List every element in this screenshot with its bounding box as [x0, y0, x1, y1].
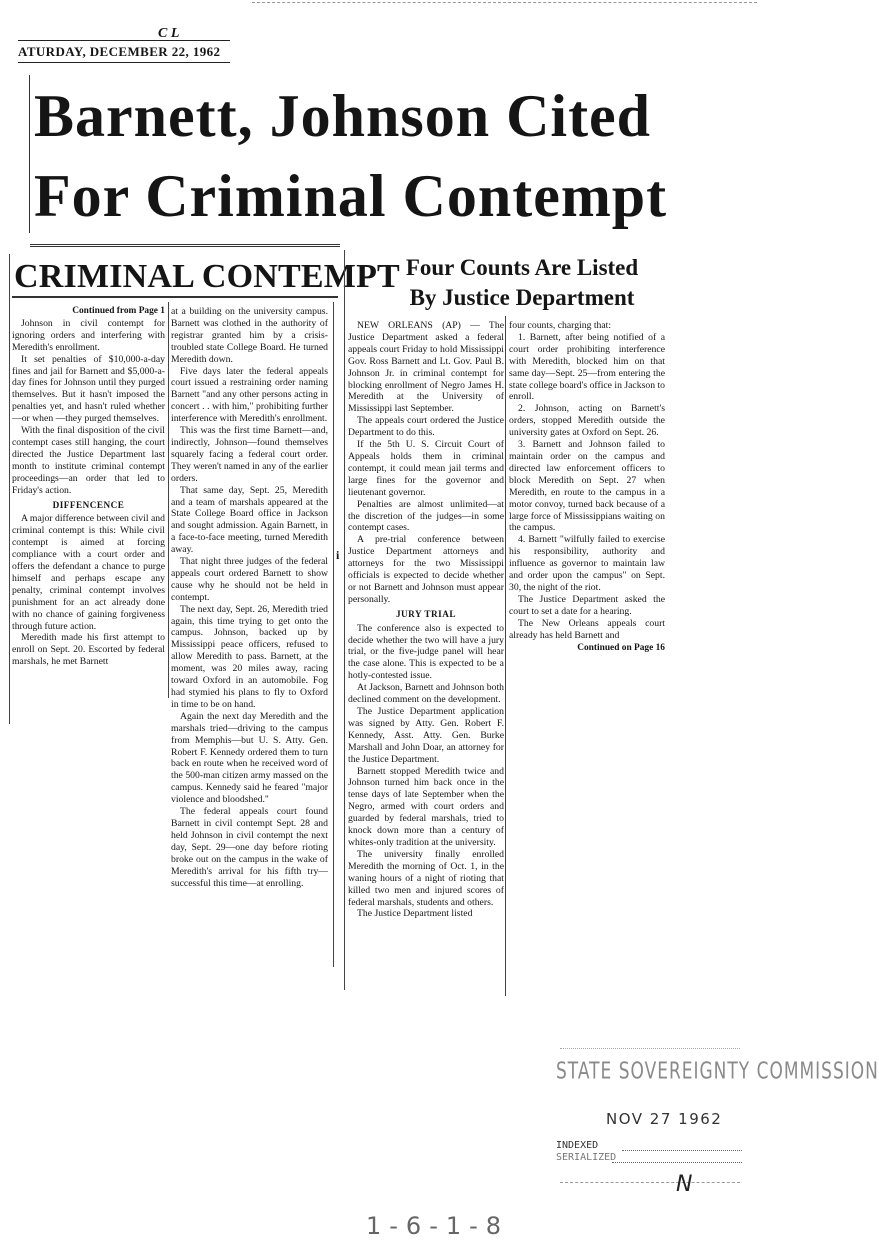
column-4-paragraph: 4. Barnett "wilfully failed to exercise his responsibility, authority and influence as governor to maintain law and order upon the campus" on Sept. 30, the night of the riot. — [509, 534, 665, 593]
column-rule-3 — [344, 250, 346, 990]
column-2-paragraph: This was the first time Barnett—and, indirectly, Johnson—found themselves squarely facing a federal court order. They weren't named in any of the earlier orders. — [171, 425, 328, 484]
column-3-paragraph: The appeals court ordered the Justice Department to do this. — [348, 415, 504, 439]
top-rule — [18, 40, 230, 41]
column-3-paragraph: The Justice Department application was signed by Atty. Gen. Robert F. Kennedy, Asst. Atty. Gen. Burke Marshall and John Doar, an attorney for the Justice Department. — [348, 706, 504, 765]
stamp-top-dots — [560, 1048, 740, 1049]
stamp-serialized-label: SERIALIZED — [556, 1152, 617, 1163]
dateline: ATURDAY, DECEMBER 22, 1962 — [18, 44, 221, 59]
dateline-rule — [18, 62, 230, 63]
column-4-paragraph: 3. Barnett and Johnson failed to maintain order on the campus and directed law enforcement officers to block Meredith on Sept. 27 when Meredith, en route to the campus in a motor convoy, turned back because of a large force of Mississippians waiting on the campus. — [509, 439, 665, 534]
top-handwritten-mark: C L — [158, 26, 180, 41]
headline-line-1: Barnett, Johnson Cited — [34, 83, 652, 149]
column-rule-1 — [168, 302, 170, 698]
column-4-paragraph: The Justice Department asked the court to set a date for a hearing. — [509, 593, 665, 617]
column-2-paragraph: That night three judges of the federal appeals court ordered Barnett to show cause why he should not be held in contempt. — [171, 556, 328, 603]
column-2-paragraph: at a building on the university campus. Barnett was clothed in the authority of registrar granted him by a crisis-troubled state College Board. He turned Meredith down. — [171, 306, 328, 365]
column-3-subhead: JURY TRIAL — [395, 608, 457, 619]
kicker-underline — [12, 296, 338, 298]
column-3-paragraph: The Justice Department listed — [357, 908, 473, 920]
continued-on-label: Continued on Page 16 — [577, 643, 665, 654]
column-rule-2 — [333, 302, 335, 967]
column-2-paragraph: Five days later the federal appeals court issued a restraining order naming Barnett "and any other persons acting in concert . . with him," prohibiting further interference with Meredith's enrollment. — [171, 365, 328, 425]
stamp-serialized-line — [612, 1162, 742, 1163]
column-rule-left-edge — [9, 254, 11, 724]
handwritten-file-number: 1-6-1-8 — [366, 1212, 510, 1240]
column-3-paragraph: The conference also is expected to decide whether the two will have a jury trial, or the five-judge panel will hear the case alone. This is expected to be a hotly-contested issue. — [348, 622, 504, 682]
column-2-paragraph: Again the next day Meredith and the marshals tried—driving to the campus from Memphis—but U. S. Atty. Gen. Robert F. Kennedy ordered them to turn back en route when he received word of the 500-man citizen army massed on the campus. Kennedy said he feared "major violence and bloodshed." — [171, 710, 328, 806]
column-4-paragraph: 2. Johnson, acting on Barnett's orders, stopped Meredith outside the university gates at Oxford on Sept. 26. — [509, 403, 665, 439]
column-2-paragraph: That same day, Sept. 25, Meredith and a team of marshals appeared at the State College Board office in Jackson and sought admission. Again Barnett, in a face-to-face meeting, turned Meredith away. — [171, 484, 328, 556]
stamp-bottom-line — [560, 1182, 740, 1183]
column-1-paragraph: With the final disposition of the civil contempt cases still hanging, the court directed the Justice Department last month to institute criminal contempt proceedings—an order that led to Friday's action. — [12, 425, 165, 496]
headline-line-2: For Criminal Contempt — [34, 163, 668, 229]
article-column-4 — [509, 320, 665, 655]
headline-left-rule — [29, 75, 31, 233]
column-break-mark: i — [336, 548, 340, 562]
page-edge-dashes — [252, 2, 757, 3]
continued-from-label: Continued from Page 1 — [72, 306, 165, 316]
stamp-date: NOV 27 1962 — [606, 1110, 723, 1128]
headline-rule — [30, 244, 340, 247]
column-1-paragraph: Johnson in civil contempt for ignoring orders and interfering with Meredith's enrollment. — [12, 317, 165, 353]
article-column-3 — [348, 320, 504, 920]
column-1-subhead: DIFFENCENCE — [52, 499, 125, 510]
column-1-paragraph: A major difference between civil and criminal contempt is this: While civil contempt is aimed at forcing compliance with a court order and offers the defendant a chance to purge himself and perhaps escape any penalty, criminal contempt involves punishment for an act already done with no chance of gaining forgiveness through future action. — [12, 513, 165, 632]
stamp-indexed-line — [622, 1150, 742, 1151]
column-4-paragraph: 1. Barnett, after being notified of a court order prohibiting interference with Meredith, blocked him on that same day—Sept. 25—from entering the state college board's office in Jackson to enroll. — [509, 331, 665, 403]
column-3-paragraph: A pre-trial conference between Justice Department attorneys and attorneys for the two Mississippi officials is expected to decide whether or not Barnett and Johnson must appear personally. — [348, 534, 504, 605]
column-3-paragraph: If the 5th U. S. Circuit Court of Appeals holds them in criminal contempt, it could mean jail terms and large fines for the governor and lieutenant governor. — [348, 439, 504, 498]
column-3-paragraph: At Jackson, Barnett and Johnson both declined comment on the development. — [348, 682, 504, 706]
column-1-paragraph: Meredith made his first attempt to enroll on Sept. 20. Escorted by federal marshals, he met Barnett — [12, 632, 165, 668]
kicker-heading: CRIMINAL CONTEMPT — [14, 258, 400, 295]
column-3-paragraph: The university finally enrolled Meredith the morning of Oct. 1, in the waning hours of a night of rioting that killed two men and injured scores of federal marshals, students and others. — [348, 848, 504, 908]
article-column-1 — [12, 306, 165, 668]
article-column-2 — [171, 306, 328, 889]
subhead-line-2: By Justice Department — [409, 285, 635, 310]
column-3-paragraph: NEW ORLEANS (AP) — The Justice Department asked a federal appeals court Friday to hold Mississippi Gov. Ross Barnett and Lt. Gov. Paul B. Johnson Jr. in criminal contempt for blocking enrollment of Negro James H. Meredith at the University of Mississippi last September. — [348, 320, 504, 415]
column-1-paragraph: It set penalties of $10,000-a-day fines and jail for Barnett and $5,000-a-day fines for Johnson until they purged themselves. But it hasn't imposed the penalties yet, and hasn't ruled whether—or when —they purged themselves. — [12, 353, 165, 425]
stamp-indexed-label: INDEXED — [556, 1140, 599, 1151]
column-3-paragraph: Barnett stopped Meredith twice and Johnson turned him back once in the tense days of late September when the Negro, armed with court orders and guarded by federal marshals, tried to knock down more than a century of whites-only tradition at the university. — [348, 765, 504, 848]
column-rule-4 — [505, 316, 507, 996]
column-2-paragraph: The next day, Sept. 26, Meredith tried again, this time trying to get onto the campus. Johnson, backed up by Mississippi peace officers, refused to allow Meredith to pass. Barnett, at the moment, was 20 miles away, racing toward Oxford in an automobile. Fog had stymied his plans to fly to Oxford in time to be on hand. — [171, 603, 328, 710]
column-2-paragraph: The federal appeals court found Barnett in civil contempt Sept. 28 and held Johnson in civil contempt the next day, Sept. 29—one day before rioting broke out on the campus in the wake of Meredith's arrival for his fifth try—successful this time—at enrolling. — [171, 806, 328, 889]
handwritten-initials: N — [676, 1172, 693, 1197]
column-4-paragraph: four counts, charging that: — [509, 320, 612, 331]
column-3-paragraph: Penalties are almost unlimited—at the discretion of the judges—in some contempt cases. — [348, 498, 504, 534]
stamp-agency-name: STATE SOVEREIGNTY COMMISSION — [556, 1058, 879, 1085]
column-4-paragraph: The New Orleans appeals court already has held Barnett and — [509, 617, 665, 641]
subhead-line-1: Four Counts Are Listed — [405, 255, 639, 280]
